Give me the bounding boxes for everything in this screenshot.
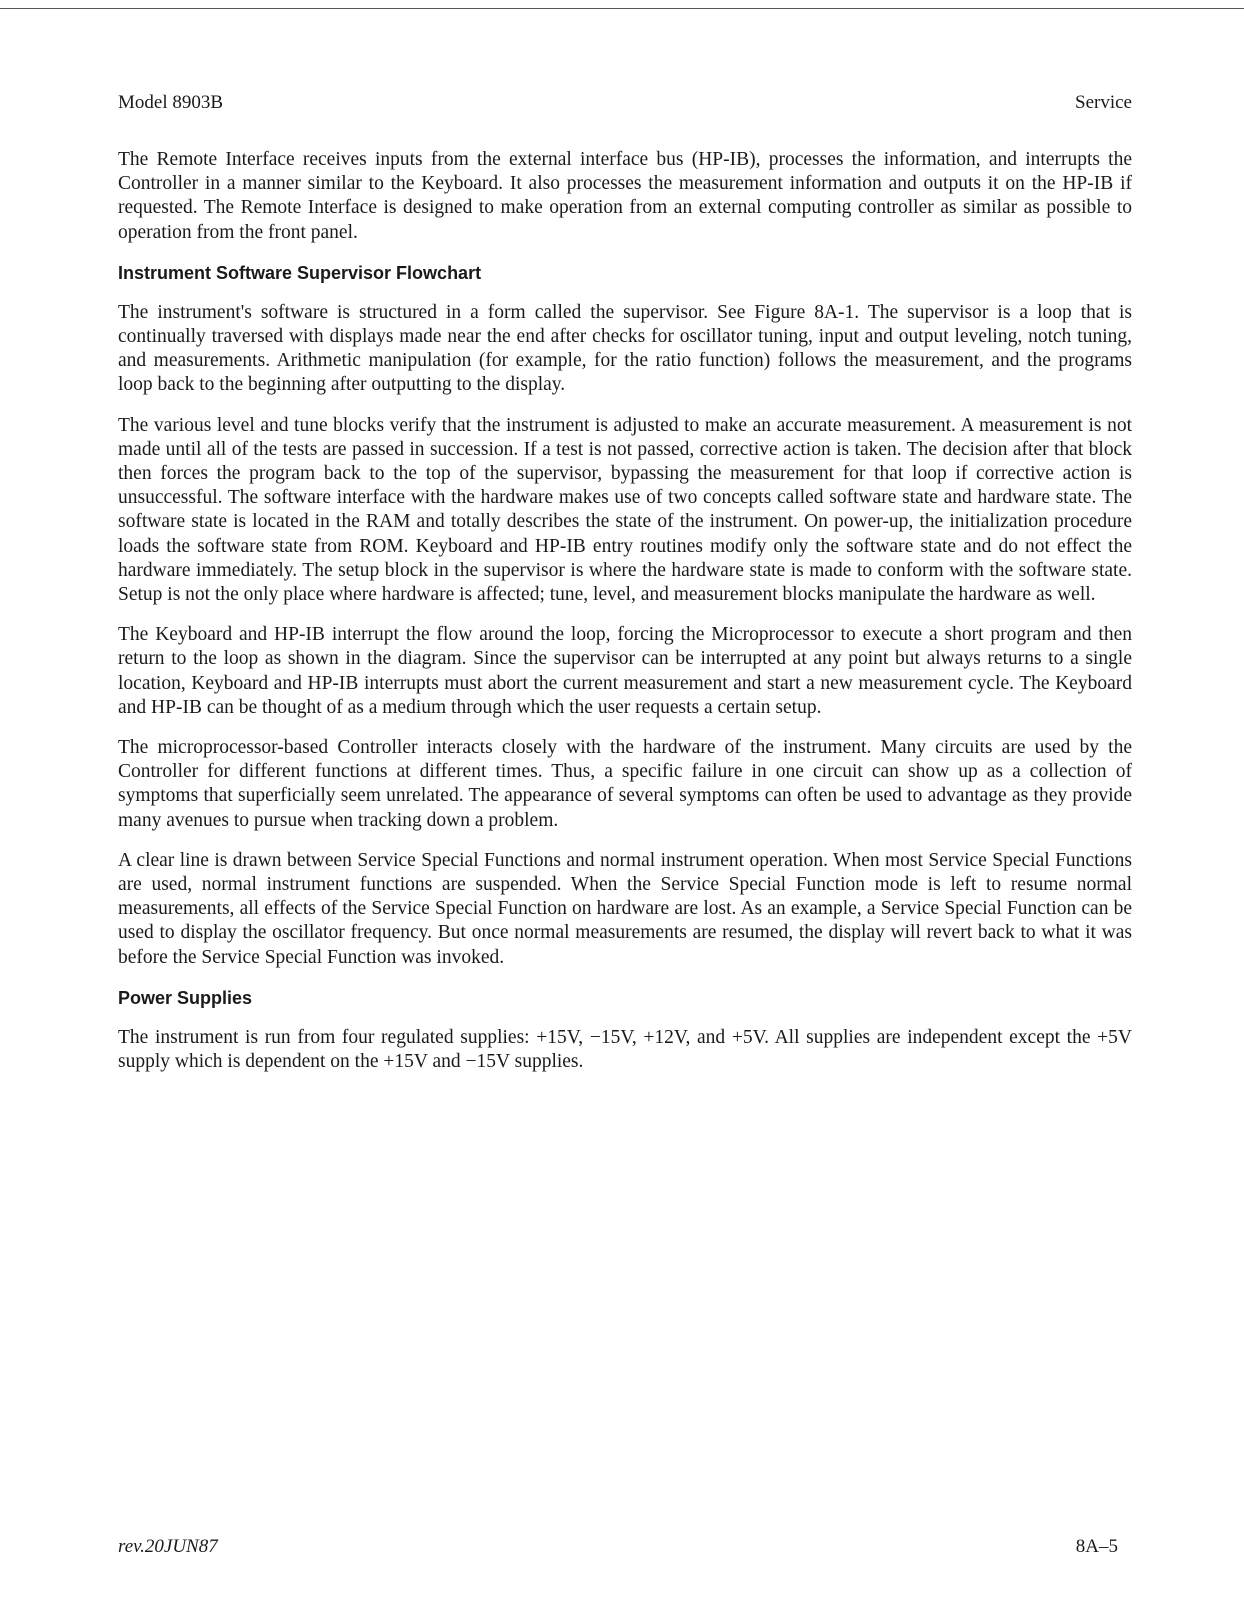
- section-label: Service: [1075, 92, 1132, 113]
- paragraph-keyboard-interrupt: The Keyboard and HP-IB interrupt the flow around the loop, forcing the Microprocessor to execute a short program and then return to the loop as shown in the diagram. Since the supervisor can be interrupted at any point but always returns to a single location, Keyboard and HP-IB interrupts must abort the current measurement and start a new measurement cycle. The Keyboard and HP-IB can be thought of as a medium through which the user requests a certain setup.: [118, 624, 1132, 718]
- paragraph-level-tune-blocks: The various level and tune blocks verify that the instrument is adjusted to make an accurate measurement. A measurement is not made until all of the tests are passed in succession. If a test is not passed, corrective action is taken. The decision after that block then forces the program back to the top of the supervisor, bypassing the measurement for that loop if corrective action is unsuccessful. The software interface with the hardware makes use of two concepts called software state and hardware state. The software state is located in the RAM and totally describes the state of the instrument. On power-up, the initialization procedure loads the software state from ROM. Keyboard and HP-IB entry routines modify only the software state and do not effect the hardware immediately. The setup block in the supervisor is where the hardware state is made to conform with the software state. Setup is not the only place where hardware is affected; tune, level, and measurement blocks manipulate the hardware as well.: [118, 414, 1132, 606]
- body-text: [118, 148, 1132, 1090]
- heading-supervisor-flowchart: Instrument Software Supervisor Flowchart: [118, 262, 482, 283]
- heading-power-supplies: Power Supplies: [118, 987, 253, 1008]
- page-number: 8A–5: [1075, 1536, 1118, 1557]
- paragraph-controller: The microprocessor-based Controller interacts closely with the hardware of the instrument. Many circuits are used by the Controller for different functions at different times. Thus, a specific failure in one circuit can show up as a collection of symptoms that superficially seem unrelated. The appearance of several symptoms can often be used to advantage as they provide many avenues to pursue when tracking down a problem.: [118, 737, 1132, 831]
- page-header: [118, 92, 1132, 114]
- paragraph-power-supplies: The instrument is run from four regulated supplies: +15V, −15V, +12V, and +5V. All supplies are independent except the +5V supply which is dependent on the +15V and −15V supplies.: [118, 1026, 1132, 1073]
- model-label: Model 8903B: [118, 92, 224, 113]
- paragraph-supervisor: The instrument's software is structured in a form called the supervisor. See Figure 8A-1. The supervisor is a loop that is continually traversed with displays made near the end after checks for oscillator tuning, input and output leveling, notch tuning, and measurements. Arithmetic manipulation (for example, for the ratio function) follows the measurement, and the programs loop back to the beginning after outputting to the display.: [118, 301, 1132, 396]
- revision-label: rev.20JUN87: [118, 1536, 218, 1557]
- top-rule: [0, 8, 1244, 9]
- page-footer: [118, 1536, 1118, 1558]
- paragraph-service-special-functions: A clear line is drawn between Service Special Functions and normal instrument operation. When most Service Special Functions are used, normal instrument functions are suspended. When the Service Special Function mode is left to resume normal measurements, all effects of the Service Special Function on hardware are lost. As an example, a Service Special Function can be used to display the oscillator frequency. But once normal measurements are resumed, the display will revert back to what it was before the Service Special Function was invoked.: [118, 849, 1132, 968]
- paragraph-remote-interface: The Remote Interface receives inputs from the external interface bus (HP-IB), processes the information, and interrupts the Controller in a manner similar to the Keyboard. It also processes the measurement information and outputs it on the HP-IB if requested. The Remote Interface is designed to make operation from an external computing controller as similar as possible to operation from the front panel.: [118, 149, 1132, 243]
